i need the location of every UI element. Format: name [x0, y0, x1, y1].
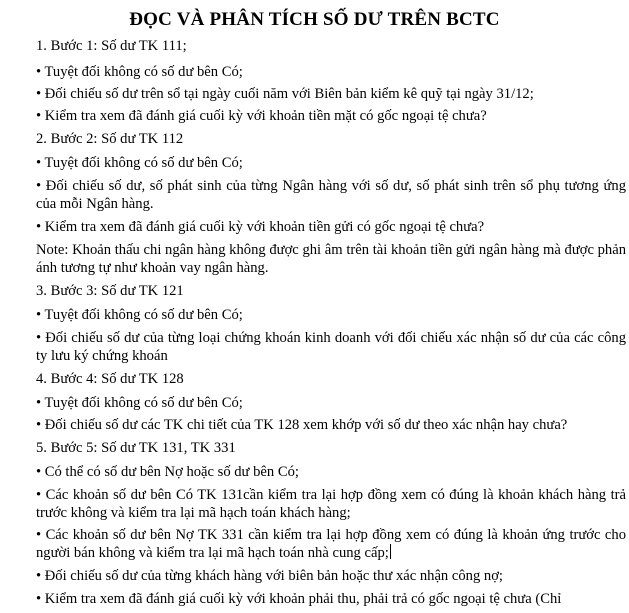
- step-1-heading: 1. Bước 1: Số dư TK 111;: [36, 38, 187, 54]
- bullet-foreign-cash-revaluation: • Kiểm tra xem đã đánh giá cuối kỳ với khoản tiền mặt có gốc ngoại tệ chưa?: [36, 108, 487, 124]
- bullet-reconcile-tk128: • Đối chiếu số dư các TK chi tiết của TK 128 xem khớp với số dư theo xác nhận hay chưa?: [36, 417, 568, 433]
- note-bank-overdraft: Note: Khoản thấu chi ngân hàng không được ghi âm trên tài khoản tiền gửi ngân hàng mà được phản ánh tương tự như khoản vay ngân hàng.: [36, 242, 626, 276]
- document-title: ĐỌC VÀ PHÂN TÍCH SỐ DƯ TRÊN BCTC: [129, 9, 500, 30]
- bullet-no-credit-balance: • Tuyệt đối không có số dư bên Có;: [36, 307, 243, 323]
- step-5-heading: 5. Bước 5: Số dư TK 131, TK 331: [36, 440, 236, 456]
- bullet-tk131-credit-balance: • Các khoản số dư bên Có TK 131cần kiểm tra lại hợp đồng xem có đúng là khoản khách hàng trả trước không và kiểm tra lại mã hạch toán khách hàng;: [36, 487, 626, 521]
- bullet-reconcile-customers: • Đối chiếu số dư của từng khách hàng với biên bản hoặc thư xác nhận công nợ;: [36, 568, 503, 584]
- bullet-debit-or-credit-balance: • Có thể có số dư bên Nợ hoặc số dư bên Có;: [36, 464, 299, 480]
- bullet-no-credit-balance: • Tuyệt đối không có số dư bên Có;: [36, 395, 243, 411]
- bullet-no-credit-balance: • Tuyệt đối không có số dư bên Có;: [36, 64, 243, 80]
- text-cursor: [390, 544, 391, 559]
- step-3-heading: 3. Bước 3: Số dư TK 121: [36, 283, 184, 299]
- step-2-heading: 2. Bước 2: Số dư TK 112: [36, 131, 184, 147]
- bullet-tk331-text: • Các khoản số dư bên Nợ TK 331 cần kiểm tra lại hợp đồng xem có đúng là khoản ứng trước cho người bán không và kiểm tra lại mã hạch toán nhà cung cấp;: [36, 527, 626, 561]
- bullet-foreign-receivables-revaluation: • Kiểm tra xem đã đánh giá cuối kỳ với khoản phải thu, phải trả có gốc ngoại tệ chưa (Chỉ: [36, 591, 562, 607]
- step-4-heading: 4. Bước 4: Số dư TK 128: [36, 371, 184, 387]
- bullet-reconcile-bank-statements: • Đối chiếu số dư, số phát sinh của từng Ngân hàng với số dư, số phát sinh trên sổ phụ tương ứng của mỗi Ngân hàng.: [36, 178, 626, 212]
- bullet-reconcile-cash-count: • Đối chiếu số dư trên sổ tại ngày cuối năm với Biên bản kiểm kê quỹ tại ngày 31/12;: [36, 86, 534, 102]
- bullet-reconcile-securities: • Đối chiếu số dư của từng loại chứng khoán kinh doanh với đối chiếu xác nhận số dư của các công ty lưu ký chứng khoán: [36, 330, 626, 364]
- bullet-tk331-debit-balance: [36, 526, 626, 562]
- bullet-no-credit-balance: • Tuyệt đối không có số dư bên Có;: [36, 155, 243, 171]
- bullet-foreign-deposit-revaluation: • Kiểm tra xem đã đánh giá cuối kỳ với khoản tiền gửi có gốc ngoại tệ chưa?: [36, 219, 485, 235]
